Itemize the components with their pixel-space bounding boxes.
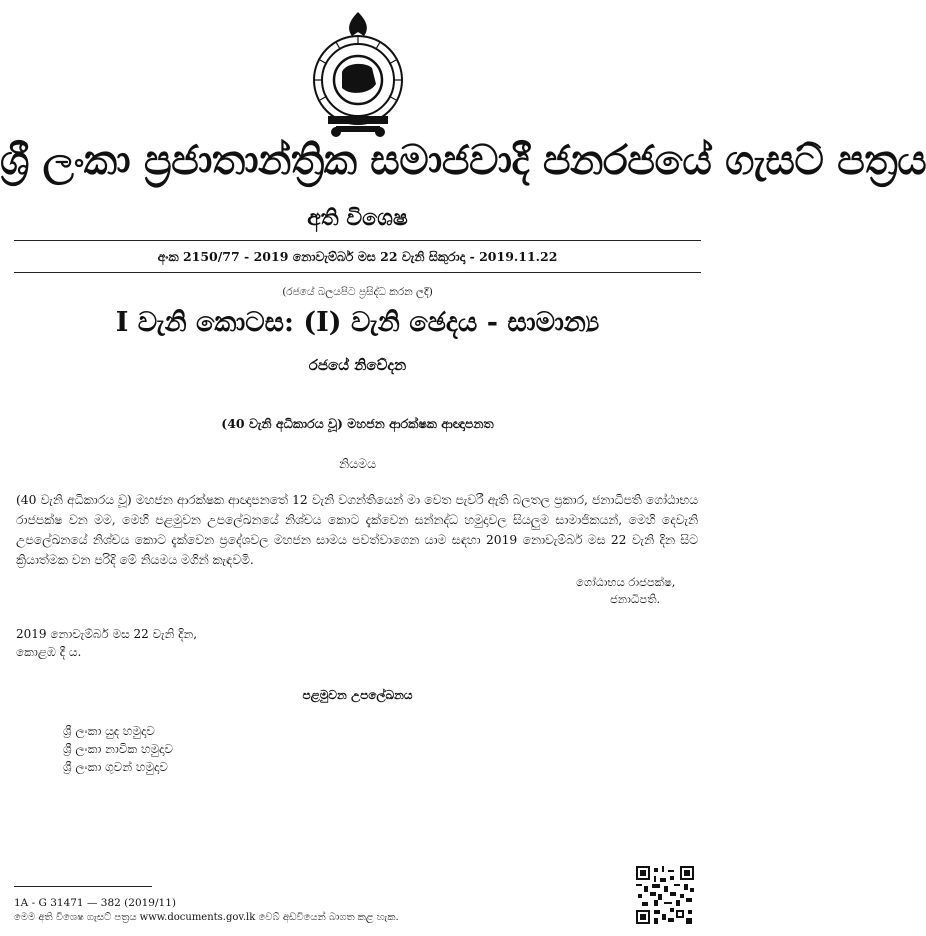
ordinance-title: (40 වැනි අධිකාරය වූ) මහජන ආරක්ෂක ආඥාපනත [221, 416, 494, 431]
published-by-authority: (රජයේ බලයපිට ප්‍රසිද්ධ කරන ලදී) [282, 286, 433, 298]
schedule-item-air-force: ශ්‍රී ලංකා ගුවන් හමුදාව [63, 760, 168, 774]
footer-code: 1A - G 31471 — 382 (2019/11) [14, 897, 176, 909]
footer-note: මෙම අති විශෙෂ ගැසට් පත්‍රය www.documents.gov.lk වෙබ් අඩවියෙන් බාගත කළ හැක. [14, 912, 399, 923]
footer-rule [14, 886, 152, 887]
order-date: 2019 නොවැම්බර් මස 22 වැනි දින, [16, 627, 198, 641]
order-place: කොළඹ දී ය. [16, 645, 82, 659]
order-body: (40 වැනි අධිකාරය වූ) මහජන ආරක්ෂක ආඥාපනතේ 12 වැනි වගන්තියෙන් මා වෙත පැවරී ඇති බලතල ප්‍රකාර, ජනාධිපති ගෝඨාභය රාජපක්ෂ වන මම, මෙහි පළමුවන උපලේඛනයේ නිශ්චය කොට දැක්වෙන සන්නද්ධ හමුදාවල සියලුම සාමාජිකයන්, මෙහි දෙවැනි උපලේඛනයේ නිශ්චය කොට දැක්වෙන ප්‍රදේශවල මහජන සාමය පවත්වාගෙන යාම සඳහා 2019 නොවැම්බර් මස 22 වැනි දින සිට ක්‍රියාත්මක වන පරිදි මේ නියමය මගින් කැඳවමි. [16, 493, 698, 567]
government-notifications-heading: රජයේ නිවේදන [308, 356, 407, 374]
header-rule-top [14, 240, 701, 241]
national-emblem-icon [306, 10, 410, 140]
header-rule-bottom [14, 272, 701, 273]
qr-code-icon [636, 866, 694, 924]
schedule-item-army: ශ්‍රී ලංකා යුද හමුදාව [63, 724, 155, 738]
issue-number-line: අංක 2150/77 - 2019 නොවැම්බර් මස 22 වැනි සිකුරාදා - 2019.11.22 [157, 249, 558, 264]
part-title: I වැනි කොටස: (I) වැනි ඡෙදය - සාමාන්‍ය [115, 307, 600, 338]
signatory-title: ජනාධිපති. [610, 592, 661, 606]
order-title: නියමය [338, 456, 377, 471]
extraordinary-label: අති විශෙෂ [307, 205, 408, 231]
schedule-item-navy: ශ්‍රී ලංකා නාවික හමුදාව [63, 742, 174, 756]
schedule-title: පළමුවන උපලේඛනය [302, 688, 413, 702]
schedule-list [63, 722, 173, 776]
signatory-name: ගෝඨාභය රාජපක්ෂ, [576, 575, 676, 589]
gazette-title: ශ්‍රී ලංකා ප්‍රජාතාන්ත්‍රික සමාජවාදී ජනරජයේ ගැසට් පත්‍රය [0, 136, 926, 184]
